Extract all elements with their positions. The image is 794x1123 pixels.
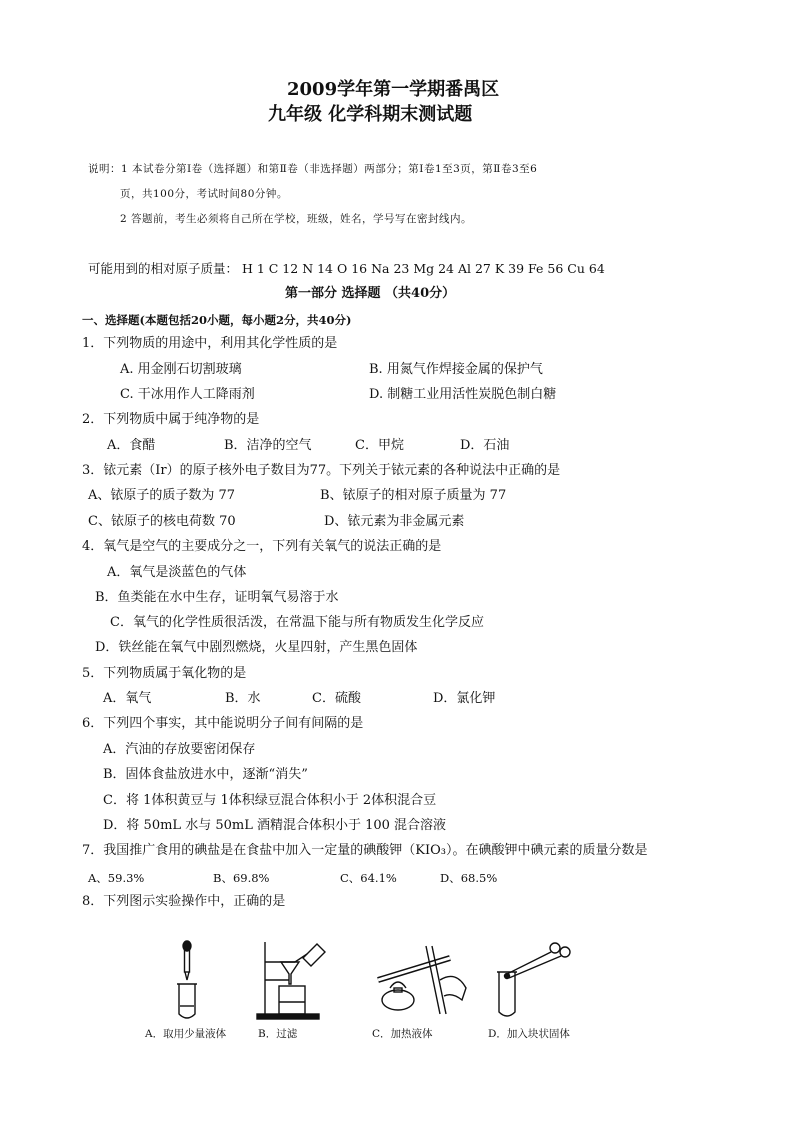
question-7-stem: 7．我国推广食用的碘盐是在食盐中加入一定量的碘酸钾（KIO₃）。在碘酸钾中碘元素的质量分数是: [82, 843, 648, 858]
page-title-line1: 2009学年第一学期番禺区: [287, 79, 500, 100]
figure-d-caption: D．加入块状固体: [488, 1028, 570, 1040]
atomic-masses-line: 可能用到的相对原子质量： H 1 C 12 N 14 O 16 Na 23 Mg 24 Al 27 K 39 Fe 56 Cu 64: [88, 261, 605, 276]
figure-c-caption: C．加热液体: [372, 1028, 433, 1040]
question-7-option-a: A、59.3%: [88, 871, 145, 885]
question-6-option-a: A．汽油的存放要密闭保存: [103, 742, 256, 757]
question-7-option-d: D、68.5%: [440, 871, 498, 885]
question-2-stem: 2．下列物质中属于纯净物的是: [82, 412, 260, 427]
instructions-line2: 页，共100分，考试时间80分钟。: [120, 188, 288, 200]
question-1-option-c: C. 干冰用作人工降雨剂: [120, 387, 255, 402]
question-1-option-a: A. 用金刚石切割玻璃: [120, 362, 242, 377]
question-5-option-b: B．水: [225, 691, 261, 706]
question-3-option-b: B、铱原子的相对原子质量为 77: [320, 488, 507, 503]
question-2-option-b: B．洁净的空气: [224, 438, 312, 453]
question-3-option-d: D、铱元素为非金属元素: [324, 514, 465, 529]
question-4-option-d: D．铁丝能在氧气中剧烈燃烧，火星四射，产生黑色固体: [95, 640, 418, 655]
question-4-option-b: B．鱼类能在水中生存，证明氧气易溶于水: [95, 590, 339, 605]
question-3-option-a: A、铱原子的质子数为 77: [88, 488, 236, 503]
question-4-stem: 4．氧气是空气的主要成分之一，下列有关氧气的说法正确的是: [82, 539, 442, 554]
question-5-option-a: A．氧气: [103, 691, 152, 706]
question-7-option-c: C、64.1%: [340, 871, 397, 885]
question-1-option-d: D. 制糖工业用活性炭脱色制白糖: [369, 387, 557, 402]
filter-funnel-stand-icon: [255, 940, 335, 1020]
question-4-option-a: A．氧气是淡蓝色的气体: [107, 565, 247, 580]
dropper-test-tube-icon: [172, 940, 202, 1020]
figure-b-caption: B．过滤: [258, 1028, 298, 1040]
tongs-test-tube-icon: [495, 940, 575, 1020]
question-1-option-b: B. 用氮气作焊接金属的保护气: [369, 362, 543, 377]
part-one-heading: 第一部分 选择题 （共40分）: [285, 286, 456, 301]
figure-a-caption: A．取用少量液体: [145, 1028, 227, 1040]
question-6-stem: 6．下列四个事实，其中能说明分子间有间隔的是: [82, 716, 364, 731]
question-1-stem: 1．下列物质的用途中，利用其化学性质的是: [82, 336, 338, 351]
instructions-line3: 2 答题前，考生必须将自己所在学校，班级，姓名，学号写在密封线内。: [120, 213, 473, 225]
question-6-option-c: C．将 1体积黄豆与 1体积绿豆混合体积小于 2体积混合豆: [103, 793, 437, 808]
section-heading: 一、选择题(本题包括20小题，每小题2分，共40分): [82, 313, 352, 327]
question-2-option-d: D．石油: [460, 438, 510, 453]
question-2-option-c: C．甲烷: [355, 438, 404, 453]
question-2-option-a: A．食醋: [107, 438, 156, 453]
question-5-option-d: D．氯化钾: [433, 691, 496, 706]
instructions-line1: 说明：1 本试卷分第Ⅰ卷（选择题）和第Ⅱ卷（非选择题）两部分；第Ⅰ卷1至3页，第Ⅱ卷3至6: [88, 163, 538, 175]
question-4-option-c: C．氧气的化学性质很活泼，在常温下能与所有物质发生化学反应: [110, 615, 484, 630]
question-3-stem: 3．铱元素（Ir）的原子核外电子数目为77。下列关于铱元素的各种说法中正确的是: [82, 463, 561, 478]
page-title-line2: 九年级 化学科期末测试题: [268, 104, 473, 125]
question-5-stem: 5．下列物质属于氧化物的是: [82, 666, 247, 681]
question-7-option-b: B、69.8%: [213, 871, 270, 885]
question-8-stem: 8．下列图示实验操作中，正确的是: [82, 894, 286, 909]
question-6-option-d: D．将 50mL 水与 50mL 酒精混合体积小于 100 混合溶液: [103, 818, 447, 833]
question-6-option-b: B．固体食盐放进水中，逐渐“消失”: [103, 767, 308, 782]
heating-test-tube-lamp-icon: [370, 940, 470, 1020]
question-5-option-c: C．硫酸: [312, 691, 361, 706]
question-3-option-c: C、铱原子的核电荷数 70: [88, 514, 236, 529]
